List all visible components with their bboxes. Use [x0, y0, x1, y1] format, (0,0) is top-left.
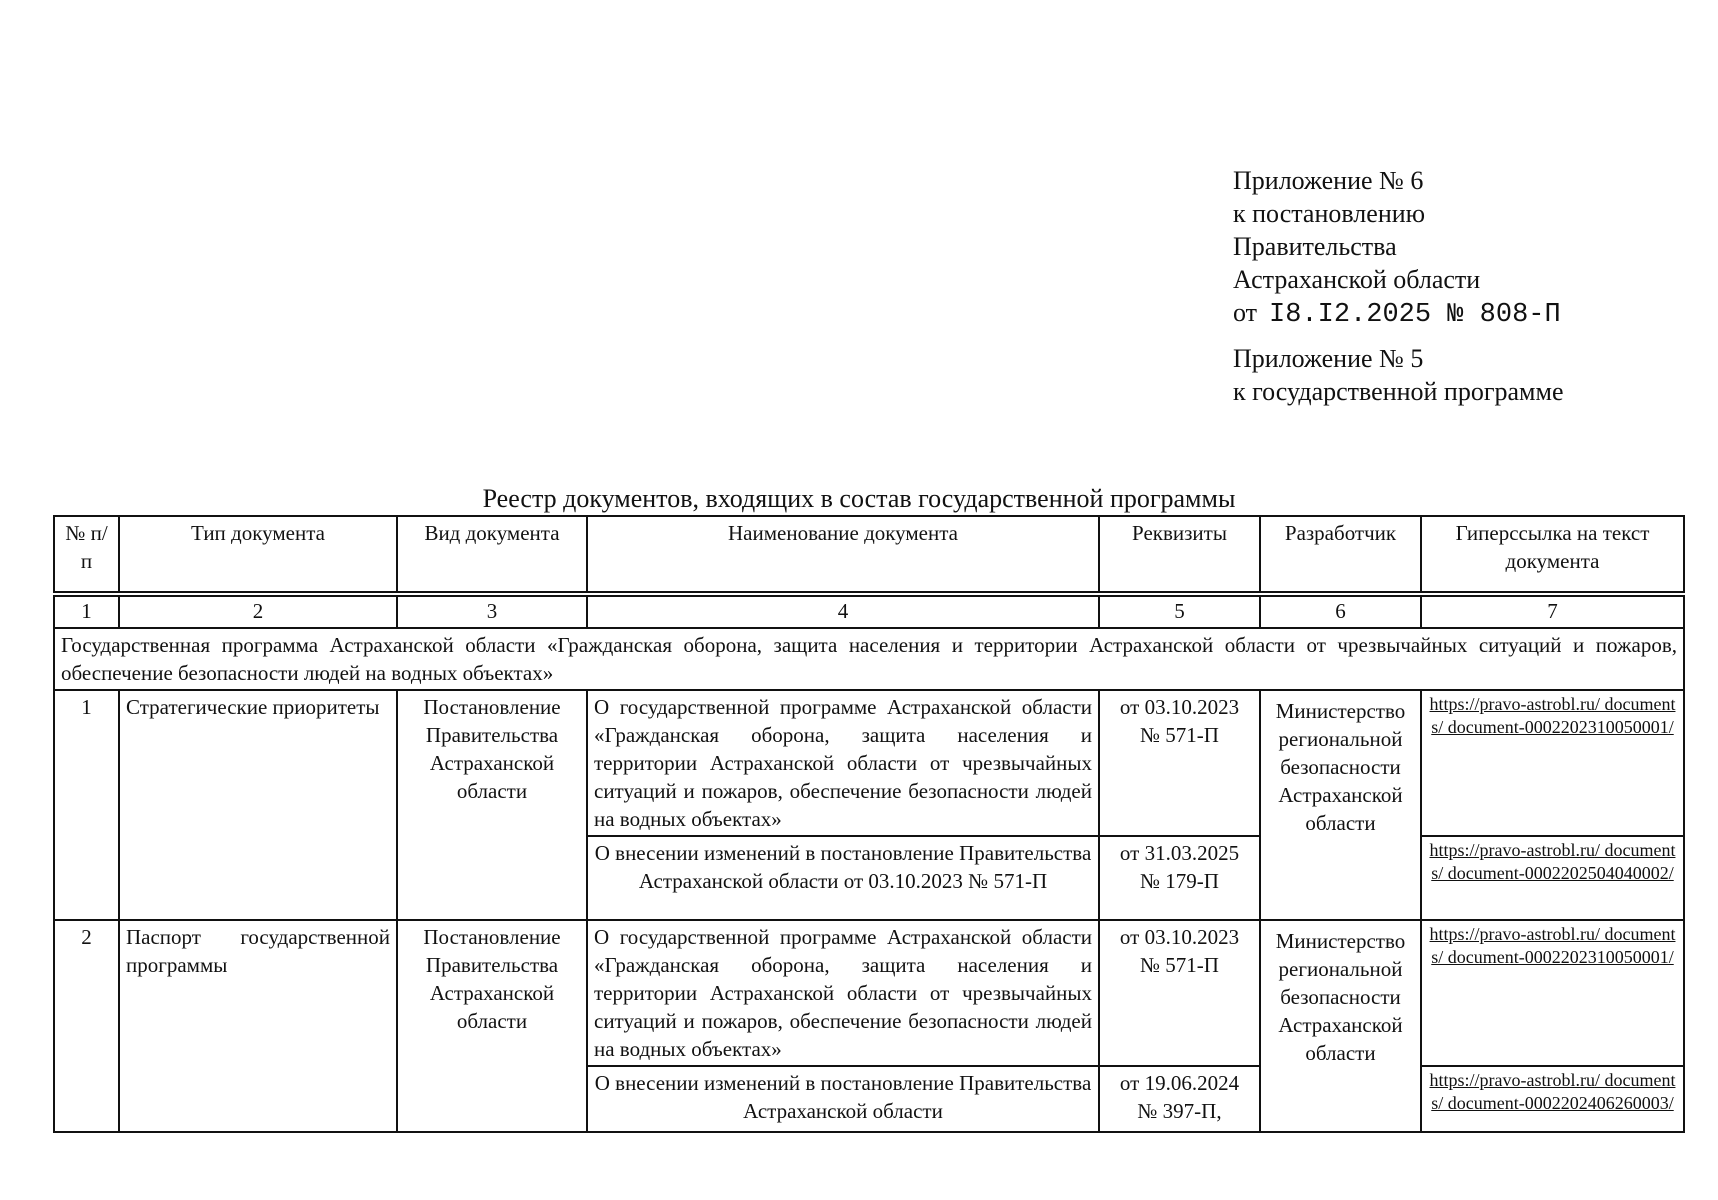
document-requisites	[1099, 690, 1260, 836]
document-kind: Постановление Правительства Астраханской области	[397, 920, 587, 1132]
document-number: № 397-П,	[1137, 1099, 1222, 1123]
developer: Министерство региональной безопасности Астраханской области	[1260, 690, 1421, 920]
appendix-date-line	[1233, 296, 1564, 332]
header-cell: Реквизиты	[1099, 516, 1260, 594]
document-hyperlink[interactable]: https://pravo-astrobl.ru/ documents/ document-0002202504040002/	[1421, 836, 1684, 920]
document-title: Реестр документов, входящих в состав государственной программы	[482, 484, 1236, 513]
appendix-line: Правительства	[1233, 232, 1397, 261]
document-hyperlink[interactable]: https://pravo-astrobl.ru/ documents/ document-0002202406260003/	[1421, 1066, 1684, 1132]
table-row	[54, 920, 1684, 1066]
row-number: 2	[54, 920, 119, 1132]
document-date: от 03.10.2023	[1119, 925, 1240, 949]
appendix-line: к постановлению	[1233, 199, 1426, 228]
header-cell: Вид документа	[397, 516, 587, 594]
document-name: О государственной программе Астраханской области «Гражданская оборона, защита населения и территории Астраханской области от чрезвычайных ситуаций и пожаров, обеспечение безопасности людей на водных объектах»	[587, 920, 1099, 1066]
document-type: Стратегические приоритеты	[119, 690, 397, 920]
document-date: от 03.10.2023	[1119, 695, 1240, 719]
row-number: 1	[54, 690, 119, 920]
column-number: 1	[54, 594, 119, 628]
appendix-line: к государственной программе	[1233, 377, 1564, 406]
column-number: 4	[587, 594, 1099, 628]
document-date: от 19.06.2024	[1119, 1071, 1240, 1095]
appendix-line: Астраханской области	[1233, 265, 1481, 294]
document-name: О внесении изменений в постановление Правительства Астраханской области от 03.10.2023 № 571-П	[587, 836, 1099, 920]
appendix-line: Приложение № 6	[1233, 166, 1424, 195]
column-number: 3	[397, 594, 587, 628]
header-cell: Наименование документа	[587, 516, 1099, 594]
document-number: № 571-П	[1140, 723, 1219, 747]
table-row	[54, 690, 1684, 836]
documents-registry-table	[53, 515, 1685, 1133]
column-number-row	[54, 594, 1684, 628]
document-type: Паспорт государственной программы	[119, 920, 397, 1132]
date-prefix: от	[1233, 298, 1258, 327]
decree-stamp: I8.I2.2025 № 808-П	[1269, 300, 1561, 330]
document-requisites	[1099, 836, 1260, 920]
program-title-row	[54, 628, 1684, 690]
document-requisites	[1099, 1066, 1260, 1132]
column-number: 7	[1421, 594, 1684, 628]
document-number: № 179-П	[1140, 869, 1219, 893]
document-hyperlink[interactable]: https://pravo-astrobl.ru/ documents/ document-0002202310050001/	[1421, 690, 1684, 836]
document-kind: Постановление Правительства Астраханской области	[397, 690, 587, 920]
column-number: 6	[1260, 594, 1421, 628]
header-cell: Тип документа	[119, 516, 397, 594]
column-number: 2	[119, 594, 397, 628]
developer: Министерство региональной безопасности Астраханской области	[1260, 920, 1421, 1132]
document-requisites	[1099, 920, 1260, 1066]
appendix-line: Приложение № 5	[1233, 344, 1424, 373]
header-cell: № п/п	[54, 516, 119, 594]
header-cell: Гиперссылка на текст документа	[1421, 516, 1684, 594]
document-name: О внесении изменений в постановление Правительства Астраханской области	[587, 1066, 1099, 1132]
header-cell: Разработчик	[1260, 516, 1421, 594]
table-header-row	[54, 516, 1684, 594]
document-date: от 31.03.2025	[1119, 841, 1240, 865]
program-title: Государственная программа Астраханской области «Гражданская оборона, защита населения и территории Астраханской области от чрезвычайных ситуаций и пожаров, обеспечение безопасности людей на водных объектах»	[54, 628, 1684, 690]
document-number: № 571-П	[1140, 953, 1219, 977]
column-number: 5	[1099, 594, 1260, 628]
document-name: О государственной программе Астраханской области «Гражданская оборона, защита населения и территории Астраханской области от чрезвычайных ситуаций и пожаров, обеспечение безопасности людей на водных объектах»	[587, 690, 1099, 836]
document-hyperlink[interactable]: https://pravo-astrobl.ru/ documents/ document-0002202310050001/	[1421, 920, 1684, 1066]
appendix-block	[1233, 164, 1564, 408]
